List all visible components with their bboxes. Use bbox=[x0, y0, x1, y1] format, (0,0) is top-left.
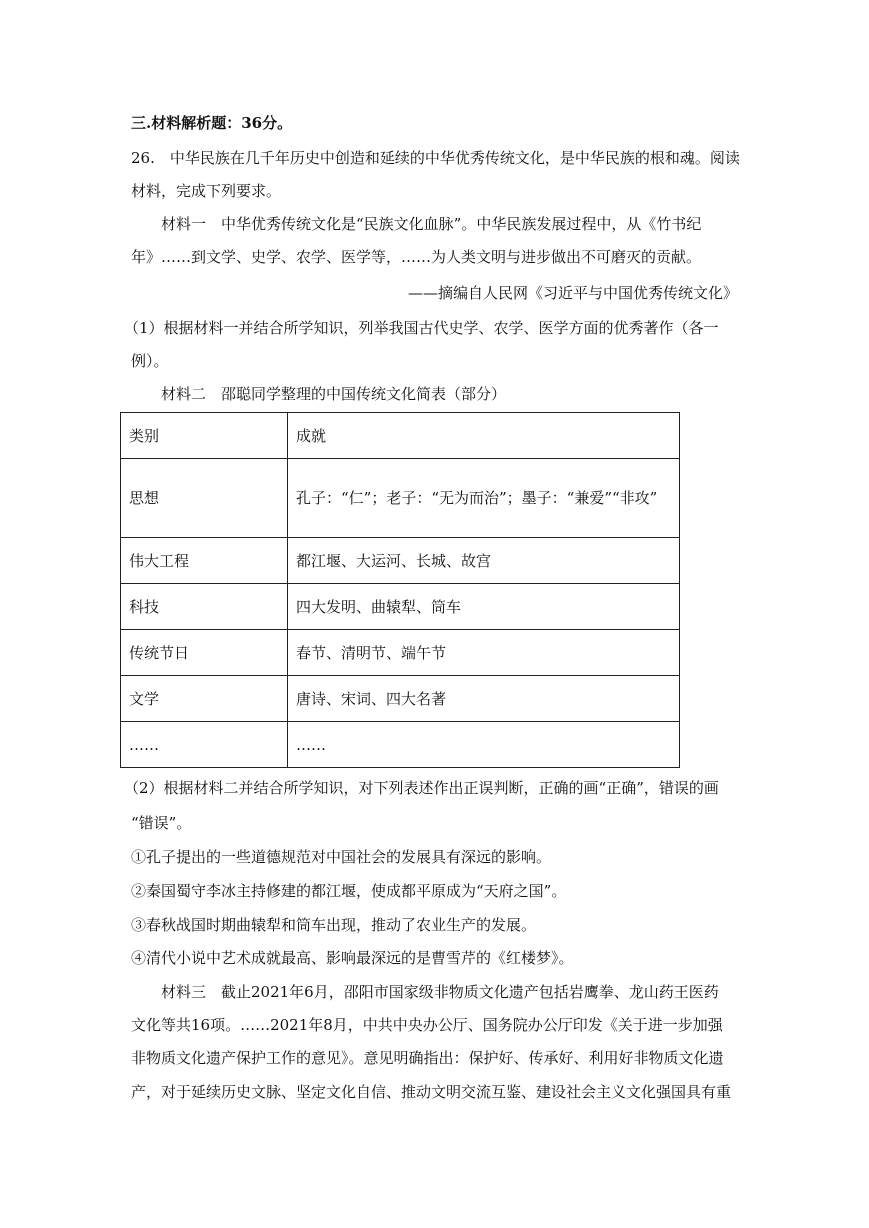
table-cell-category: …… bbox=[121, 722, 288, 768]
material-2-title: 材料二 邵聪同学整理的中国传统文化简表（部分） bbox=[161, 385, 507, 403]
table-cell-achievement: 唐诗、宋词、四大名著 bbox=[288, 676, 680, 722]
table-cell-achievement: 春节、清明节、端午节 bbox=[288, 630, 680, 676]
table-cell-achievement: …… bbox=[288, 722, 680, 768]
table-row bbox=[121, 722, 680, 768]
section-heading: 三.材料解析题：36分。 bbox=[131, 114, 293, 132]
statement-3: ③春秋战国时期曲辕犁和筒车出现，推动了农业生产的发展。 bbox=[131, 916, 537, 934]
table-cell-achievement: 四大发明、曲辕犁、筒车 bbox=[288, 584, 680, 630]
material-1-source: ——摘编自人民网《习近平与中国优秀传统文化》 bbox=[407, 284, 738, 302]
table-header-cell: 类别 bbox=[121, 413, 288, 459]
statement-4: ④清代小说中艺术成就最高、影响最深远的是曹雪芹的《红楼梦》。 bbox=[131, 949, 574, 967]
material-3-line-2: 文化等共16项。……2021年8月，中共中央办公厅、国务院办公厅印发《关于进一步加强 bbox=[131, 1016, 723, 1034]
table-cell-category: 伟大工程 bbox=[121, 538, 288, 584]
culture-table bbox=[120, 412, 680, 768]
table-cell-category: 科技 bbox=[121, 584, 288, 630]
sub-question-1-line-1: （1）根据材料一并结合所学知识，列举我国古代史学、农学、医学方面的优秀著作（各一 bbox=[124, 319, 719, 337]
material-3-line-1: 材料三 截止2021年6月，邵阳市国家级非物质文化遗产包括岩鹰拳、龙山药王医药 bbox=[161, 983, 719, 1001]
material-3-line-3: 非物质文化遗产保护工作的意见》。意见明确指出：保护好、传承好、利用好非物质文化遗 bbox=[131, 1049, 724, 1067]
table-cell-category: 传统节日 bbox=[121, 630, 288, 676]
question-26-line-1: 26. 中华民族在几千年历史中创造和延续的中华优秀传统文化，是中华民族的根和魂。阅读 bbox=[131, 149, 740, 167]
table-row bbox=[121, 459, 680, 538]
table-row bbox=[121, 676, 680, 722]
material-1-line-1: 材料一 中华优秀传统文化是“民族文化血脉”。中华民族发展过程中，从《竹书纪 bbox=[161, 215, 702, 233]
material-1-line-2: 年》……到文学、史学、农学、医学等，……为人类文明与进步做出不可磨灭的贡献。 bbox=[131, 248, 702, 266]
material-3-line-4: 产，对于延续历史文脉、坚定文化自信、推动文明交流互鉴、建设社会主义文化强国具有重 bbox=[131, 1083, 732, 1101]
sub-question-2-line-1: （2）根据材料二并结合所学知识，对下列表述作出正误判断，正确的画“正确”，错误的画 bbox=[124, 779, 719, 797]
table-cell-achievement: 孔子：“仁”；老子：“无为而治”；墨子：“兼爱”“非攻” bbox=[288, 459, 680, 538]
sub-question-2-line-2: “错误”。 bbox=[131, 814, 192, 832]
table-row bbox=[121, 630, 680, 676]
sub-question-1-line-2: 例）。 bbox=[131, 352, 169, 370]
table-header-row bbox=[121, 413, 680, 459]
table-cell-category: 文学 bbox=[121, 676, 288, 722]
question-26-line-2: 材料，完成下列要求。 bbox=[131, 182, 282, 200]
table-row bbox=[121, 584, 680, 630]
table-row bbox=[121, 538, 680, 584]
statement-2: ②秦国蜀守李冰主持修建的都江堰，使成都平原成为“天府之国”。 bbox=[131, 882, 567, 900]
statement-1: ①孔子提出的一些道德规范对中国社会的发展具有深远的影响。 bbox=[131, 848, 552, 866]
table-header-cell: 成就 bbox=[288, 413, 680, 459]
table-cell-achievement: 都江堰、大运河、长城、故宫 bbox=[288, 538, 680, 584]
table-cell-category: 思想 bbox=[121, 459, 288, 538]
